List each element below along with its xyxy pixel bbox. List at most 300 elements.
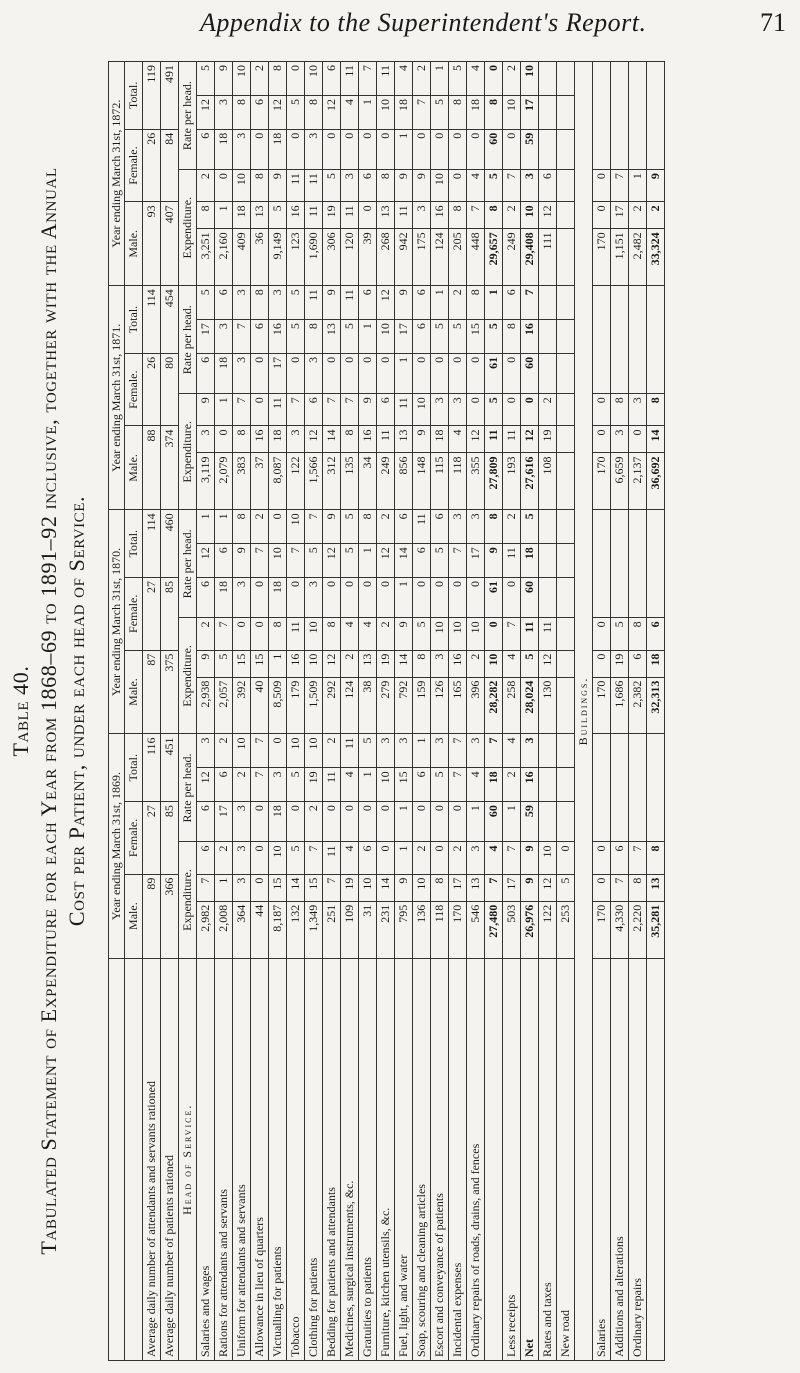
table-row-cell: 16 — [431, 202, 449, 229]
patients-row-value: 375 — [161, 650, 179, 734]
table-row-cell: 8 — [251, 170, 269, 202]
buildings-row-cell: 0 — [593, 874, 611, 901]
table-row-cell: 8 — [413, 650, 431, 677]
table-row-cell: 8 — [377, 170, 395, 202]
table-row-label: Ordinary repairs of roads, drains, and fences — [467, 958, 485, 1360]
total-header: Total. — [125, 62, 143, 130]
patients-row-value: 85 — [161, 802, 179, 875]
net-row-cell: 18 — [521, 544, 539, 578]
table-row-cell: 3 — [233, 353, 251, 393]
buildings-row-cell: 1,151 — [611, 229, 629, 286]
rates-taxes-row-cell — [539, 544, 557, 578]
table-row-cell: 6 — [431, 510, 449, 544]
table-row-cell: 8 — [305, 320, 323, 354]
new-road-row-cell — [557, 95, 575, 129]
table-row-cell: 11 — [269, 394, 287, 426]
table-row-cell: 9 — [197, 394, 215, 426]
table-row-cell: 364 — [233, 901, 251, 958]
table-row-cell: 8 — [233, 426, 251, 453]
buildings-row — [629, 62, 647, 1361]
table-row-cell: 8 — [269, 62, 287, 96]
table-row-cell: 4 — [449, 426, 467, 453]
total-header: Total. — [125, 286, 143, 354]
table-row-cell: 18 — [269, 426, 287, 453]
table-row-cell: 3,251 — [197, 229, 215, 286]
table-row-cell: 1 — [413, 734, 431, 768]
rates-taxes-row-cell: 122 — [539, 901, 557, 958]
net-row-cell: 5 — [521, 650, 539, 677]
table-row-cell: 251 — [323, 901, 341, 958]
buildings-row-cell: 0 — [593, 842, 611, 874]
table-row-cell: 5 — [287, 95, 305, 129]
table-row-cell: 19 — [305, 768, 323, 802]
table-row-cell: 18 — [467, 95, 485, 129]
table-row-cell: 0 — [377, 353, 395, 393]
table-row-cell: 5 — [449, 320, 467, 354]
table-row-cell: 10 — [233, 734, 251, 768]
buildings-row-blank — [611, 62, 629, 170]
table-row-cell: 306 — [323, 229, 341, 286]
table-row-cell: 13 — [323, 320, 341, 354]
buildings-row-cell: 7 — [629, 842, 647, 874]
table-row — [413, 62, 431, 1361]
grand-total-row-cell: 33,324 — [647, 229, 665, 286]
table-row-cell: 8 — [431, 874, 449, 901]
table-row-cell: 0 — [431, 353, 449, 393]
table-row-cell: 6 — [413, 544, 431, 578]
table-row-cell: 0 — [323, 129, 341, 169]
table-row-cell: 9 — [395, 874, 413, 901]
buildings-row-blank — [593, 286, 611, 394]
table-row-cell: 7 — [413, 95, 431, 129]
table-row-cell: 8 — [323, 618, 341, 650]
rates-taxes-row-cell: 11 — [539, 618, 557, 650]
table-row-cell: 2 — [251, 62, 269, 96]
table-row-cell: 159 — [413, 677, 431, 734]
table-row-cell: 6 — [413, 320, 431, 354]
attendants-row-value: 87 — [143, 650, 161, 734]
table-row-cell: 546 — [467, 901, 485, 958]
table-row-cell: 10 — [233, 62, 251, 96]
table-row-cell: 7 — [467, 202, 485, 229]
buildings-row-cell: 2,137 — [629, 453, 647, 510]
table-row-cell: 9,149 — [269, 229, 287, 286]
table-row-cell: 249 — [377, 453, 395, 510]
table-row-cell: 1 — [359, 95, 377, 129]
table-row-cell: 2 — [467, 650, 485, 677]
rates-taxes-row-cell — [539, 510, 557, 544]
table-row-cell: 13 — [467, 874, 485, 901]
table-row-cell: 12 — [323, 650, 341, 677]
table-row-cell: 16 — [269, 320, 287, 354]
table-row-cell: 5 — [323, 170, 341, 202]
table-row-cell: 10 — [287, 734, 305, 768]
patients-row-value: 366 — [161, 874, 179, 958]
table-row-cell: 9 — [233, 544, 251, 578]
page-header — [0, 0, 800, 40]
table-row-cell: 0 — [233, 618, 251, 650]
table-row-cell: 12 — [323, 95, 341, 129]
gross-total-row-cell: 29,657 — [485, 229, 503, 286]
table-row-cell: 124 — [341, 677, 359, 734]
table-row-cell: 0 — [287, 62, 305, 96]
table-row-cell: 6 — [377, 394, 395, 426]
table-row-cell: 10 — [449, 618, 467, 650]
table-row-cell: 11 — [287, 170, 305, 202]
table-row-cell: 5 — [431, 320, 449, 354]
patients-row-value: 407 — [161, 202, 179, 286]
table-row-cell: 0 — [287, 578, 305, 618]
buildings-row-label: Ordinary repairs — [629, 958, 647, 1360]
gross-total-row-cell: 8 — [485, 510, 503, 544]
grand-total-row-cell: 35,281 — [647, 901, 665, 958]
table-row-cell: 2 — [377, 618, 395, 650]
rates-taxes-row-cell: 12 — [539, 650, 557, 677]
less-receipts-row-cell: 11 — [503, 426, 521, 453]
table-row-cell: 5 — [269, 202, 287, 229]
attendants-row-value: 116 — [143, 734, 161, 802]
buildings-row-blank — [611, 734, 629, 842]
table-row-label: Incidental expenses — [449, 958, 467, 1360]
table-row-cell: 0 — [215, 170, 233, 202]
table-row-cell: 9 — [323, 510, 341, 544]
table-row-cell: 7 — [233, 320, 251, 354]
table-row-cell: 7 — [233, 394, 251, 426]
table-row — [305, 62, 323, 1361]
table-row-cell: 8 — [305, 95, 323, 129]
table-row-cell: 8 — [341, 426, 359, 453]
table-row-cell: 2 — [197, 618, 215, 650]
table-row-cell: 8 — [197, 202, 215, 229]
buildings-row-cell: 1 — [629, 170, 647, 202]
new-road-row-cell: 0 — [557, 842, 575, 874]
table-row-cell: 11 — [305, 170, 323, 202]
patients-row-value: 84 — [161, 129, 179, 202]
table-row-cell: 0 — [449, 129, 467, 169]
table-row-cell: 3 — [269, 286, 287, 320]
grand-total-row-cell: 9 — [647, 170, 665, 202]
table-row-cell: 2 — [251, 510, 269, 544]
table-row-cell: 2 — [413, 62, 431, 96]
less-receipts-row-cell: 0 — [503, 129, 521, 169]
table-row-cell: 792 — [395, 677, 413, 734]
header-blank — [109, 958, 125, 1360]
new-road-row-cell — [557, 734, 575, 768]
table-row-cell: 4 — [341, 95, 359, 129]
net-row-cell: 5 — [521, 510, 539, 544]
table-row-cell: 8 — [449, 95, 467, 129]
grand-total-row — [647, 62, 665, 1361]
table-row-cell: 9 — [395, 170, 413, 202]
table-row-cell: 17 — [449, 874, 467, 901]
total-header: Total. — [125, 734, 143, 802]
table-row-cell: 7 — [323, 874, 341, 901]
buildings-row-cell: 5 — [611, 618, 629, 650]
table-row-cell: 4 — [467, 170, 485, 202]
buildings-row-cell: 0 — [593, 650, 611, 677]
table-row-cell: 6 — [215, 544, 233, 578]
gross-total-row-cell: 60 — [485, 129, 503, 169]
table-row-cell: 2 — [215, 842, 233, 874]
table-row-cell: 7 — [323, 394, 341, 426]
table-row-cell: 13 — [251, 202, 269, 229]
table-row-cell: 279 — [377, 677, 395, 734]
buildings-row-cell: 170 — [593, 453, 611, 510]
table-row-cell: 136 — [413, 901, 431, 958]
table-row-cell: 2 — [305, 802, 323, 842]
table-row-cell: 11 — [377, 62, 395, 96]
table-row-cell: 1 — [395, 842, 413, 874]
table-row-cell: 3 — [467, 510, 485, 544]
table-row-cell: 9 — [359, 394, 377, 426]
table-row-cell: 6 — [413, 768, 431, 802]
rates-taxes-row-cell — [539, 802, 557, 842]
rates-taxes-row-cell: 19 — [539, 426, 557, 453]
buildings-row-blank — [629, 62, 647, 170]
table-row-cell: 9 — [215, 62, 233, 96]
expenditure-table — [108, 61, 665, 1361]
table-row-cell: 10 — [413, 874, 431, 901]
table-row-cell: 5 — [305, 544, 323, 578]
rates-taxes-row-cell: 111 — [539, 229, 557, 286]
table-row-cell: 1,509 — [305, 677, 323, 734]
gross-total-row-cell: 9 — [485, 544, 503, 578]
table-row-cell: 6 — [359, 286, 377, 320]
net-row-cell: 28,024 — [521, 677, 539, 734]
table-row-cell: 0 — [431, 802, 449, 842]
table-row-cell: 0 — [431, 129, 449, 169]
attendants-row-label: Average daily number of attendants and servants rationed — [143, 958, 161, 1360]
table-row-cell: 0 — [287, 353, 305, 393]
table-row-cell: 39 — [359, 229, 377, 286]
table-row-cell: 1,566 — [305, 453, 323, 510]
table-row-cell: 3 — [269, 768, 287, 802]
table-row-label: Bedding for patients and attendants — [323, 958, 341, 1360]
table-row-cell: 14 — [395, 650, 413, 677]
table-row-cell: 355 — [467, 453, 485, 510]
table-row-cell: 7 — [251, 544, 269, 578]
less-receipts-row-label: Less receipts — [503, 958, 521, 1360]
table-row-cell: 3 — [305, 353, 323, 393]
table-row-cell: 10 — [359, 874, 377, 901]
male-header: Male. — [125, 426, 143, 510]
table-row-cell: 17 — [197, 320, 215, 354]
buildings-row-cell: 170 — [593, 901, 611, 958]
table-row-cell: 3 — [377, 734, 395, 768]
net-row-cell: 0 — [521, 394, 539, 426]
buildings-row-cell: 0 — [593, 170, 611, 202]
table-row-cell: 0 — [377, 578, 395, 618]
table-row-cell: 3 — [233, 802, 251, 842]
table-row-cell: 0 — [467, 353, 485, 393]
table-row-cell: 1 — [215, 394, 233, 426]
table-row-cell: 3 — [413, 202, 431, 229]
gross-total-row-cell: 8 — [485, 202, 503, 229]
table-row-cell: 0 — [377, 129, 395, 169]
table-row-cell: 3 — [395, 734, 413, 768]
table-row-cell: 0 — [449, 170, 467, 202]
rates-taxes-row-cell: 12 — [539, 202, 557, 229]
table-row-cell: 2 — [197, 170, 215, 202]
table-row-cell: 11 — [341, 286, 359, 320]
table-row-cell: 1 — [467, 802, 485, 842]
buildings-row-blank — [593, 62, 611, 170]
table-row-cell: 10 — [413, 394, 431, 426]
table-row-cell: 2,079 — [215, 453, 233, 510]
rate-header: Rate per head. — [179, 510, 197, 618]
table-row-cell: 7 — [359, 62, 377, 96]
table-row-cell: 6 — [197, 353, 215, 393]
table-row-cell: 6 — [251, 320, 269, 354]
patients-row-value: 80 — [161, 353, 179, 426]
table-row-cell: 10 — [305, 650, 323, 677]
net-row-cell: 27,616 — [521, 453, 539, 510]
table-row-cell: 0 — [431, 578, 449, 618]
table-row-cell: 6 — [197, 129, 215, 169]
less-receipts-row-cell: 0 — [503, 353, 521, 393]
table-row-cell: 7 — [251, 734, 269, 768]
net-row-cell: 12 — [521, 426, 539, 453]
less-receipts-row-cell: 4 — [503, 650, 521, 677]
attendants-row-value: 88 — [143, 426, 161, 510]
table-row-cell: 109 — [341, 901, 359, 958]
table-row-cell: 3 — [467, 734, 485, 768]
table-row-cell: 11 — [395, 202, 413, 229]
expenditure-header: Expenditure. — [179, 618, 197, 734]
table-row-cell: 12 — [467, 426, 485, 453]
gross-total-row-cell: 60 — [485, 802, 503, 842]
table-row — [269, 62, 287, 1361]
table-row-cell: 392 — [233, 677, 251, 734]
buildings-row-cell: 0 — [629, 426, 647, 453]
table-row-cell: 3 — [341, 170, 359, 202]
table-row-label: Furniture, kitchen utensils, &c. — [377, 958, 395, 1360]
grand-total-row-cell: 8 — [647, 394, 665, 426]
table-row-cell: 18 — [395, 95, 413, 129]
table-row-cell: 8 — [467, 286, 485, 320]
attendants-row-value: 89 — [143, 874, 161, 958]
gross-total-row-cell: 7 — [485, 874, 503, 901]
table-row-cell: 0 — [413, 129, 431, 169]
table-row-cell: 7 — [341, 394, 359, 426]
table-row-cell: 17 — [215, 802, 233, 842]
buildings-row-blank — [629, 286, 647, 394]
rate-header: Rate per head. — [179, 734, 197, 842]
grand-total-row-cell: 36,692 — [647, 453, 665, 510]
table-row-cell: 8,187 — [269, 901, 287, 958]
table-row-cell: 5 — [287, 842, 305, 874]
table-row-cell: 10 — [269, 842, 287, 874]
buildings-row-cell: 6 — [611, 842, 629, 874]
net-row-cell: 9 — [521, 842, 539, 874]
table-row — [251, 62, 269, 1361]
rates-taxes-row-cell — [539, 578, 557, 618]
table-row-cell: 18 — [269, 578, 287, 618]
table-row-cell: 14 — [395, 544, 413, 578]
buildings-row-cell: 0 — [593, 426, 611, 453]
buildings-row-cell: 17 — [611, 202, 629, 229]
table-row-cell: 122 — [287, 453, 305, 510]
new-road-row-cell — [557, 170, 575, 202]
table-row-cell: 205 — [449, 229, 467, 286]
table-row-cell: 1 — [359, 544, 377, 578]
gross-total-row-label — [485, 958, 503, 1360]
less-receipts-row-cell: 0 — [503, 578, 521, 618]
table-row-cell: 38 — [359, 677, 377, 734]
table-row-cell: 115 — [431, 453, 449, 510]
table-row-cell: 2 — [215, 734, 233, 768]
table-row-cell: 9 — [269, 170, 287, 202]
table-row-cell: 0 — [341, 578, 359, 618]
table-row-cell: 6 — [413, 286, 431, 320]
table-row-cell: 5 — [341, 510, 359, 544]
patients-row-value: 491 — [161, 62, 179, 130]
gross-total-row-cell: 10 — [485, 650, 503, 677]
female-header: Female. — [125, 129, 143, 202]
attendants-row-value: 114 — [143, 510, 161, 578]
rate-header: Rate per head. — [179, 62, 197, 170]
gross-total-row-cell: 27,809 — [485, 453, 503, 510]
table-row-cell: 11 — [341, 202, 359, 229]
table-row-cell: 6 — [359, 170, 377, 202]
table-row — [341, 62, 359, 1361]
gross-total-row-cell: 4 — [485, 842, 503, 874]
buildings-row-blank — [611, 510, 629, 618]
table-row-cell: 5 — [197, 62, 215, 96]
table-row-cell: 0 — [467, 578, 485, 618]
less-receipts-row — [503, 62, 521, 1361]
patients-row-value: 460 — [161, 510, 179, 578]
table-row-cell: 18 — [431, 426, 449, 453]
table-row-cell: 5 — [287, 320, 305, 354]
table-row-cell: 37 — [251, 453, 269, 510]
table-row-cell: 14 — [377, 874, 395, 901]
table-row-cell: 6 — [251, 95, 269, 129]
table-row-cell: 10 — [377, 768, 395, 802]
table-row-label: Allowance in lieu of quarters — [251, 958, 269, 1360]
new-road-row-cell: 253 — [557, 901, 575, 958]
net-row-cell: 11 — [521, 618, 539, 650]
table-row-cell: 3 — [215, 95, 233, 129]
table-row-cell: 11 — [395, 394, 413, 426]
rates-taxes-row-cell — [539, 129, 557, 169]
buildings-row-cell: 6 — [629, 650, 647, 677]
buildings-row-cell: 8 — [611, 394, 629, 426]
patients-row-value: 374 — [161, 426, 179, 510]
net-row-cell: 16 — [521, 768, 539, 802]
table-row-cell: 12 — [197, 544, 215, 578]
table-row-cell: 0 — [269, 734, 287, 768]
gross-total-row-cell: 5 — [485, 320, 503, 354]
table-row-cell: 10 — [287, 510, 305, 544]
attendants-row-value: 114 — [143, 286, 161, 354]
table-row-cell: 18 — [215, 129, 233, 169]
table-row-label: Escort and conveyance of patients — [431, 958, 449, 1360]
table-row-cell: 1 — [395, 802, 413, 842]
table-row-cell: 3 — [197, 734, 215, 768]
grand-total-row-cell: 8 — [647, 842, 665, 874]
less-receipts-row-cell: 4 — [503, 734, 521, 768]
table-row-cell: 9 — [197, 650, 215, 677]
table-row-cell: 9 — [413, 426, 431, 453]
table-row-cell: 2,057 — [215, 677, 233, 734]
table-row-cell: 5 — [341, 544, 359, 578]
table-subtitle: Cost per Patient, under each head of Service. — [64, 495, 89, 927]
table-row-cell: 1 — [359, 768, 377, 802]
table-row-cell: 13 — [377, 202, 395, 229]
less-receipts-row-cell: 7 — [503, 170, 521, 202]
grand-total-row-cell: 6 — [647, 618, 665, 650]
